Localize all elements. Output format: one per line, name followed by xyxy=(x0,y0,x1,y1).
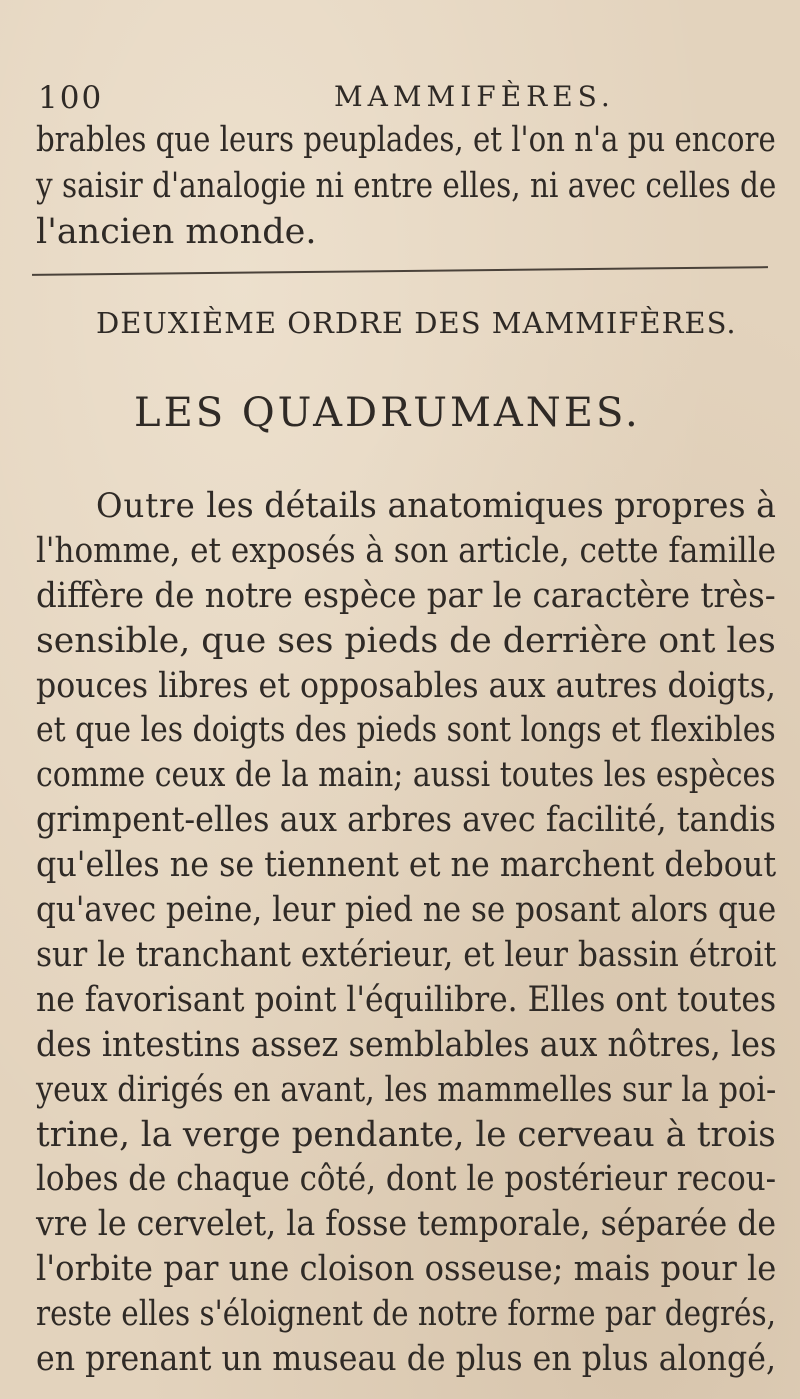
section-title: LES QUADRUMANES. xyxy=(134,390,641,436)
running-title: MAMMIFÈRES. xyxy=(334,80,615,113)
intro-line-3: l'ancien monde. xyxy=(36,212,317,252)
body-line-10: qu'avec peine, leur pied ne se posant alors que xyxy=(36,890,777,930)
section-divider xyxy=(32,266,768,276)
body-line-14: yeux dirigés en avant, les mammelles sur la poi- xyxy=(36,1070,777,1110)
body-line-5: pouces libres et opposables aux autres doigts, xyxy=(36,666,776,706)
body-line-8: grimpent-elles aux arbres avec facilité, tandis xyxy=(36,800,776,840)
body-line-18: l'orbite par une cloison osseuse; mais pour le xyxy=(36,1249,777,1289)
body-line-11: sur le tranchant extérieur, et leur bassin étroit xyxy=(36,935,777,975)
intro-line-1: brables que leurs peuplades, et l'on n'a pu encore xyxy=(36,120,776,160)
body-line-1 xyxy=(96,486,776,526)
body-line-20: en prenant un museau de plus en plus alongé, xyxy=(36,1339,777,1379)
body-line-4: sensible, que ses pieds de derrière ont les xyxy=(36,621,776,661)
opening-word: Outre xyxy=(96,486,196,526)
body-line-15: trine, la verge pendante, le cerveau à trois xyxy=(36,1115,776,1155)
order-title: DEUXIÈME ORDRE DES MAMMIFÈRES. xyxy=(96,306,737,340)
body-line-7: comme ceux de la main; aussi toutes les espèces xyxy=(36,755,776,795)
body-line-16: lobes de chaque côté, dont le postérieur recou- xyxy=(36,1159,777,1199)
body-line-3: diffère de notre espèce par le caractère très- xyxy=(36,576,776,616)
body-line-1-rest: les détails anatomiques propres à xyxy=(195,486,776,526)
running-head xyxy=(38,72,770,116)
intro-line-2: y saisir d'analogie ni entre elles, ni avec celles de xyxy=(36,166,777,206)
body-line-19: reste elles s'éloignent de notre forme par degrés, xyxy=(36,1294,776,1334)
page-number: 100 xyxy=(38,80,104,116)
body-line-13: des intestins assez semblables aux nôtres, les xyxy=(36,1025,777,1065)
body-line-12: ne favorisant point l'équilibre. Elles ont toutes xyxy=(36,980,777,1020)
body-line-17: vre le cervelet, la fosse temporale, séparée de xyxy=(36,1204,777,1244)
body-line-2: l'homme, et exposés à son article, cette famille xyxy=(36,531,776,571)
body-line-6: et que les doigts des pieds sont longs et flexibles xyxy=(36,710,776,750)
body-line-9: qu'elles ne se tiennent et ne marchent debout xyxy=(36,845,777,885)
